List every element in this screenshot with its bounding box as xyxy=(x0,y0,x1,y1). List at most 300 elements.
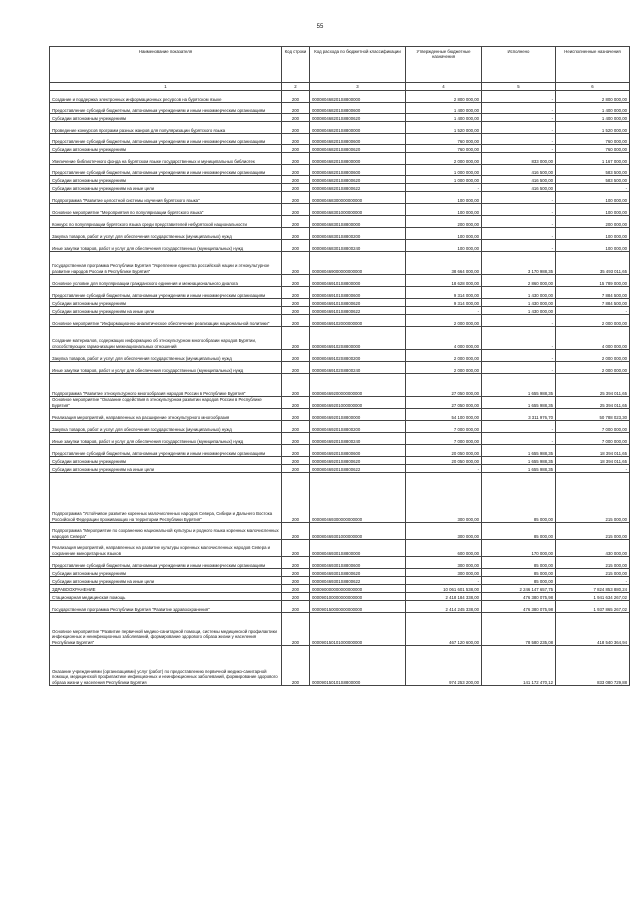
line-code: 200 xyxy=(282,421,310,433)
budget-code: 000080469301S8800600 xyxy=(310,557,406,569)
line-code: 200 xyxy=(282,327,310,350)
budget-code: 000080469101S8800620 xyxy=(310,299,406,307)
approved-amount: 1 000 000,00 xyxy=(406,165,482,176)
budget-code: 000080468201S8800000 xyxy=(310,153,406,165)
remaining-amount: - xyxy=(556,465,630,473)
approved-amount: 27 050 000,00 xyxy=(406,374,482,397)
line-code: 200 xyxy=(282,593,310,601)
executed-amount: - xyxy=(482,362,556,374)
indicator-name: Основное мероприятие "Оказание содействия в этнокультурном развитии народов России в Республике Бурятия" xyxy=(50,397,282,409)
remaining-amount: 418 540 364,94 xyxy=(556,613,630,646)
table-row xyxy=(50,103,630,114)
approved-amount: 2 000 000,00 xyxy=(406,315,482,327)
executed-amount: 476 380 075,98 xyxy=(482,593,556,601)
line-code: 200 xyxy=(282,103,310,114)
table-row xyxy=(50,315,630,327)
table-row xyxy=(50,473,630,523)
approved-amount: 18 628 000,00 xyxy=(406,275,482,287)
approved-amount: 1 400 000,00 xyxy=(406,114,482,122)
remaining-amount: 100 000,00 xyxy=(556,240,630,252)
line-code: 200 xyxy=(282,184,310,192)
table-row xyxy=(50,577,630,585)
approved-amount: 2 000 000,00 xyxy=(406,153,482,165)
line-code: 200 xyxy=(282,122,310,134)
indicator-name: Иные закупки товаров, работ и услуг для обеспечения государственных (муниципальных) нужд xyxy=(50,433,282,445)
executed-amount: 78 580 235,08 xyxy=(482,613,556,646)
budget-code: 000080469301S8800622 xyxy=(310,577,406,585)
approved-amount: 300 000,00 xyxy=(406,473,482,523)
executed-amount: 416 500,00 xyxy=(482,165,556,176)
executed-amount: - xyxy=(482,240,556,252)
approved-amount: 2 800 000,00 xyxy=(406,91,482,103)
line-code: 200 xyxy=(282,457,310,465)
indicator-name: Подпрограмма "Мероприятие по сохранению национальной культуры и родного языка коренных малочисленных народов Севера" xyxy=(50,523,282,540)
indicator-name: Предоставление субсидий бюджетным, автономным учреждениям и иным некоммерческим организациям xyxy=(50,103,282,114)
indicator-name: Подпрограмма "Устойчивое развитие коренных малочисленных народов Севера, Сибири и Дальнего Востока Российской Федерации проживающих на территории Республики Бурятия" xyxy=(50,473,282,523)
line-code: 200 xyxy=(282,465,310,473)
approved-amount: 38 664 000,00 xyxy=(406,252,482,275)
executed-amount: - xyxy=(482,122,556,134)
budget-code: 000080468201S8800620 xyxy=(310,114,406,122)
table-row xyxy=(50,397,630,409)
table-row xyxy=(50,409,630,421)
indicator-name: Предоставление субсидий бюджетным, автономным учреждениям и иным некоммерческим организациям xyxy=(50,165,282,176)
approved-amount: 2 414 245 338,00 xyxy=(406,601,482,613)
line-code: 200 xyxy=(282,601,310,613)
indicator-name: Основное мероприятие "Информационно-аналитическое обеспечение реализации национальной политики" xyxy=(50,315,282,327)
line-code: 200 xyxy=(282,216,310,228)
table-row xyxy=(50,307,630,315)
column-number: 6 xyxy=(556,83,630,91)
remaining-amount: 215 000,00 xyxy=(556,557,630,569)
budget-code: 000080469201S8800620 xyxy=(310,457,406,465)
column-number: 4 xyxy=(406,83,482,91)
indicator-name: Закупка товаров, работ и услуг для обеспечения государственных (муниципальных) нужд xyxy=(50,421,282,433)
budget-code: 000080468201S8800600 xyxy=(310,134,406,145)
executed-amount: - xyxy=(482,216,556,228)
executed-amount: 416 500,00 xyxy=(482,176,556,184)
header-budget-code: Код расхода по бюджетной классификации xyxy=(310,47,406,83)
table-row xyxy=(50,362,630,374)
budget-code: 000080469300000000000 xyxy=(310,473,406,523)
budget-code: 000080469101S8800622 xyxy=(310,307,406,315)
remaining-amount: 583 500,00 xyxy=(556,165,630,176)
indicator-name: Иные закупки товаров, работ и услуг для обеспечения государственных (муниципальных) нужд xyxy=(50,362,282,374)
indicator-name: Конкурс по популяризации бурятского языка среди представителей небурятской национальности xyxy=(50,216,282,228)
indicator-name: Оказание учреждениями (организациями) услуг (работ) по предоставлению первичной медико-санитарной помощи, медицинской профилактике инфекционных и неинфекционных заболеваний, формирование здорового образа жизни у населения Республики Бурятия xyxy=(50,646,282,686)
budget-code: 000090150101S8800000 xyxy=(310,646,406,686)
indicator-name: Субсидии автономным учреждениям на иные цели xyxy=(50,307,282,315)
budget-code: 000080469201000000000 xyxy=(310,397,406,409)
executed-amount: 85 000,00 xyxy=(482,473,556,523)
remaining-amount: 50 788 023,30 xyxy=(556,409,630,421)
remaining-amount: 35 493 011,65 xyxy=(556,252,630,275)
indicator-name: Увеличение библиотечного фонда на бурятском языке государственных и муниципальных библиотек xyxy=(50,153,282,165)
table-row xyxy=(50,585,630,593)
approved-amount: 10 061 601 538,00 xyxy=(406,585,482,593)
line-code: 200 xyxy=(282,91,310,103)
remaining-amount: 833 080 729,88 xyxy=(556,646,630,686)
budget-code: 000080469102000000000 xyxy=(310,315,406,327)
executed-amount: 141 172 470,12 xyxy=(482,646,556,686)
indicator-name: Предоставление субсидий бюджетным, автономным учреждениям и иным некоммерческим организациям xyxy=(50,287,282,299)
approved-amount: 467 120 600,00 xyxy=(406,613,482,646)
indicator-name: Основное мероприятие "Развитие первичной медико-санитарной помощи, системы медицинской профилактики инфекционных и неинфекционных заболеваний, формирование здорового образа жизни у населения Республики Бурятия" xyxy=(50,613,282,646)
approved-amount: 20 050 000,00 xyxy=(406,445,482,457)
remaining-amount: 25 394 011,65 xyxy=(556,397,630,409)
remaining-amount: 760 000,00 xyxy=(556,134,630,145)
table-row xyxy=(50,327,630,350)
header-approved: Утвержденные бюджетные назначения xyxy=(406,47,482,83)
executed-amount: - xyxy=(482,228,556,240)
table-row xyxy=(50,91,630,103)
line-code: 200 xyxy=(282,374,310,397)
remaining-amount: 7 884 500,00 xyxy=(556,299,630,307)
executed-amount: 1 430 000,00 xyxy=(482,307,556,315)
remaining-amount: 7 000 000,00 xyxy=(556,433,630,445)
budget-code: 000080469201S8800600 xyxy=(310,445,406,457)
table-row xyxy=(50,122,630,134)
header-line-code: Код строки xyxy=(282,47,310,83)
remaining-amount: 100 000,00 xyxy=(556,204,630,216)
budget-code: 000080469201S8800622 xyxy=(310,465,406,473)
indicator-name: Закупка товаров, работ и услуг для обеспечения государственных (муниципальных) нужд xyxy=(50,350,282,362)
table-row xyxy=(50,228,630,240)
header-indicator-name: Наименование показателя xyxy=(50,47,282,83)
indicator-name: Подпрограмма "Развитие целостной системы изучения бурятского языка" xyxy=(50,192,282,204)
table-row xyxy=(50,374,630,397)
header-remaining: Неисполненные назначения xyxy=(556,47,630,83)
executed-amount: - xyxy=(482,421,556,433)
indicator-name: Предоставление субсидий бюджетным, автономным учреждениям и иным некоммерческим организациям xyxy=(50,445,282,457)
executed-amount: - xyxy=(482,192,556,204)
line-code: 200 xyxy=(282,114,310,122)
line-code: 200 xyxy=(282,577,310,585)
line-code: 200 xyxy=(282,134,310,145)
remaining-amount: 25 394 011,65 xyxy=(556,374,630,397)
executed-amount: - xyxy=(482,134,556,145)
budget-code: 000090100000000000000 xyxy=(310,593,406,601)
remaining-amount: 7 884 500,00 xyxy=(556,287,630,299)
executed-amount: - xyxy=(482,145,556,153)
line-code: 200 xyxy=(282,287,310,299)
column-number: 1 xyxy=(50,83,282,91)
indicator-name: Субсидии автономным учреждениям xyxy=(50,145,282,153)
indicator-name: Субсидии автономным учреждениям xyxy=(50,176,282,184)
approved-amount: 54 100 000,00 xyxy=(406,409,482,421)
budget-code: 000080468301000000000 xyxy=(310,204,406,216)
indicator-name: Закупка товаров, работ и услуг для обеспечения государственных (муниципальных) нужд xyxy=(50,228,282,240)
budget-code: 000080469000000000000 xyxy=(310,252,406,275)
line-code: 200 xyxy=(282,646,310,686)
budget-code: 000080469301S8800000 xyxy=(310,540,406,557)
line-code: 200 xyxy=(282,299,310,307)
line-code: 200 xyxy=(282,240,310,252)
line-code: 200 xyxy=(282,362,310,374)
approved-amount: 4 000 000,00 xyxy=(406,327,482,350)
executed-amount: 85 000,00 xyxy=(482,557,556,569)
indicator-name: Создание и поддержка электронных информационных ресурсов на бурятском языке xyxy=(50,91,282,103)
line-code: 200 xyxy=(282,445,310,457)
executed-amount: 85 000,00 xyxy=(482,577,556,585)
remaining-amount: 100 000,00 xyxy=(556,192,630,204)
budget-code: 000080468201S8800000 xyxy=(310,91,406,103)
indicator-name: Реализация мероприятий, направленных на развитие культуры коренных малочисленных народов Севера и сохранение миноритарных языков xyxy=(50,540,282,557)
executed-amount: 1 430 000,00 xyxy=(482,287,556,299)
approved-amount: 1 520 000,00 xyxy=(406,122,482,134)
line-code: 200 xyxy=(282,315,310,327)
remaining-amount: 18 394 011,65 xyxy=(556,445,630,457)
executed-amount: 1 430 000,00 xyxy=(482,299,556,307)
budget-code: 000080468301S8800200 xyxy=(310,228,406,240)
table-row xyxy=(50,421,630,433)
executed-amount: - xyxy=(482,350,556,362)
executed-amount: 833 000,00 xyxy=(482,153,556,165)
line-code: 200 xyxy=(282,176,310,184)
indicator-name: Государственная программа Республики Бурятия "Укрепление единства российской нации и этнокультурное развитие народов России в Республике Бурятия" xyxy=(50,252,282,275)
executed-amount: 1 655 988,35 xyxy=(482,457,556,465)
indicator-name: Создание материалов, содержащих информацию об этнокультурном многообразии народов Бурятии, способствующих гармонизации межнациональных отношений xyxy=(50,327,282,350)
approved-amount: 7 000 000,00 xyxy=(406,421,482,433)
line-code: 200 xyxy=(282,275,310,287)
remaining-amount: 2 000 000,00 xyxy=(556,362,630,374)
column-number: 3 xyxy=(310,83,406,91)
executed-amount: - xyxy=(482,204,556,216)
approved-amount: - xyxy=(406,465,482,473)
approved-amount: 27 050 000,00 xyxy=(406,397,482,409)
executed-amount: 3 170 988,35 xyxy=(482,252,556,275)
approved-amount: 2 000 000,00 xyxy=(406,362,482,374)
remaining-amount: 15 789 000,00 xyxy=(556,275,630,287)
approved-amount: - xyxy=(406,577,482,585)
table-row xyxy=(50,252,630,275)
executed-amount: - xyxy=(482,433,556,445)
remaining-amount: - xyxy=(556,307,630,315)
table-row xyxy=(50,153,630,165)
line-code: 200 xyxy=(282,307,310,315)
remaining-amount: 583 500,00 xyxy=(556,176,630,184)
executed-amount: 1 655 988,35 xyxy=(482,374,556,397)
indicator-name: Предоставление субсидий бюджетным, автономным учреждениям и иным некоммерческим организациям xyxy=(50,557,282,569)
approved-amount: 9 314 000,00 xyxy=(406,287,482,299)
table-row xyxy=(50,557,630,569)
executed-amount: - xyxy=(482,103,556,114)
budget-code: 000080468300000000000 xyxy=(310,192,406,204)
executed-amount: 85 000,00 xyxy=(482,569,556,577)
executed-amount: 85 000,00 xyxy=(482,523,556,540)
table-row xyxy=(50,134,630,145)
budget-code: 000080469102S8800000 xyxy=(310,327,406,350)
approved-amount: 7 000 000,00 xyxy=(406,433,482,445)
table-row xyxy=(50,165,630,176)
indicator-name: Иные закупки товаров, работ и услуг для обеспечения государственных (муниципальных) нужд xyxy=(50,240,282,252)
remaining-amount: 1 400 000,00 xyxy=(556,103,630,114)
remaining-amount: 100 000,00 xyxy=(556,228,630,240)
indicator-name: Субсидии автономным учреждениям xyxy=(50,114,282,122)
budget-code: 000080468201S8800620 xyxy=(310,145,406,153)
line-code: 200 xyxy=(282,523,310,540)
table-row xyxy=(50,523,630,540)
table-row xyxy=(50,569,630,577)
table-row xyxy=(50,114,630,122)
table-row xyxy=(50,192,630,204)
line-code: 200 xyxy=(282,252,310,275)
remaining-amount: 7 824 853 880,24 xyxy=(556,585,630,593)
budget-code: 000080469301S8800620 xyxy=(310,569,406,577)
approved-amount: 100 000,00 xyxy=(406,204,482,216)
approved-amount: 20 050 000,00 xyxy=(406,457,482,465)
column-number-row xyxy=(50,83,630,91)
indicator-name: Предоставление субсидий бюджетным, автономным учреждениям и иным некоммерческим организациям xyxy=(50,134,282,145)
approved-amount: 300 000,00 xyxy=(406,569,482,577)
budget-code: 000080468201S8800620 xyxy=(310,176,406,184)
approved-amount: - xyxy=(406,307,482,315)
line-code: 200 xyxy=(282,433,310,445)
table-row xyxy=(50,275,630,287)
approved-amount: 100 000,00 xyxy=(406,240,482,252)
table-row xyxy=(50,145,630,153)
budget-code: 000080469201S8800200 xyxy=(310,421,406,433)
approved-amount: 760 000,00 xyxy=(406,145,482,153)
remaining-amount: 1 167 000,00 xyxy=(556,153,630,165)
line-code: 200 xyxy=(282,557,310,569)
executed-amount: 2 246 147 657,75 xyxy=(482,585,556,593)
indicator-name: Стационарная медицинская помощь xyxy=(50,593,282,601)
line-code: 200 xyxy=(282,228,310,240)
budget-code: 000080469102S8800240 xyxy=(310,362,406,374)
table-row xyxy=(50,433,630,445)
executed-amount: - xyxy=(482,327,556,350)
line-code: 200 xyxy=(282,397,310,409)
table-row xyxy=(50,204,630,216)
budget-code: 000090150101000000000 xyxy=(310,613,406,646)
executed-amount: 1 655 988,35 xyxy=(482,445,556,457)
table-row xyxy=(50,287,630,299)
line-code: 200 xyxy=(282,350,310,362)
budget-code: 000090000000000000000 xyxy=(310,585,406,593)
table-row xyxy=(50,646,630,686)
indicator-name: Основное мероприятие "Мероприятия по популяризации бурятского языка" xyxy=(50,204,282,216)
indicator-name: Субсидии автономным учреждениям на иные цели xyxy=(50,577,282,585)
executed-amount: 416 500,00 xyxy=(482,184,556,192)
table-row xyxy=(50,465,630,473)
approved-amount: 300 000,00 xyxy=(406,523,482,540)
approved-amount: 1 400 000,00 xyxy=(406,103,482,114)
table-row xyxy=(50,601,630,613)
approved-amount: 2 418 184 338,00 xyxy=(406,593,482,601)
column-number: 5 xyxy=(482,83,556,91)
table-row xyxy=(50,613,630,646)
approved-amount: 100 000,00 xyxy=(406,192,482,204)
indicator-name: Реализация мероприятий, направленных на расширение этнокультурного многообразия xyxy=(50,409,282,421)
approved-amount: 9 314 000,00 xyxy=(406,299,482,307)
indicator-name: ЗДРАВООХРАНЕНИЕ xyxy=(50,585,282,593)
approved-amount: 974 253 200,00 xyxy=(406,646,482,686)
remaining-amount: 18 394 011,65 xyxy=(556,457,630,465)
line-code: 200 xyxy=(282,473,310,523)
table-header-row xyxy=(50,47,630,83)
remaining-amount: 1 937 865 267,02 xyxy=(556,601,630,613)
indicator-name: Субсидии автономным учреждениям xyxy=(50,569,282,577)
remaining-amount: - xyxy=(556,184,630,192)
line-code: 200 xyxy=(282,409,310,421)
budget-code: 000080468201S8800600 xyxy=(310,103,406,114)
line-code: 200 xyxy=(282,540,310,557)
table-row xyxy=(50,216,630,228)
indicator-name: Субсидии автономным учреждениям на иные цели xyxy=(50,184,282,192)
approved-amount: - xyxy=(406,184,482,192)
remaining-amount: 215 000,00 xyxy=(556,569,630,577)
indicator-name: Основное условие для популяризации гражданского единения и межнационального диалога xyxy=(50,275,282,287)
remaining-amount: 1 941 634 267,02 xyxy=(556,593,630,601)
budget-code: 000080468201S8800000 xyxy=(310,122,406,134)
executed-amount: 3 311 976,70 xyxy=(482,409,556,421)
approved-amount: 1 000 000,00 xyxy=(406,176,482,184)
table-row xyxy=(50,540,630,557)
approved-amount: 600 000,00 xyxy=(406,540,482,557)
indicator-name: Субсидии автономным учреждениям на иные цели xyxy=(50,465,282,473)
remaining-amount: 2 000 000,00 xyxy=(556,315,630,327)
remaining-amount: 1 520 000,00 xyxy=(556,122,630,134)
remaining-amount: 2 000 000,00 xyxy=(556,350,630,362)
table-row xyxy=(50,445,630,457)
line-code: 200 xyxy=(282,569,310,577)
budget-code: 000080468301S8800240 xyxy=(310,240,406,252)
approved-amount: 200 000,00 xyxy=(406,216,482,228)
approved-amount: 100 000,00 xyxy=(406,228,482,240)
budget-code: 000090150000000000000 xyxy=(310,601,406,613)
line-code: 200 xyxy=(282,204,310,216)
remaining-amount: 2 800 000,00 xyxy=(556,91,630,103)
page-number: 55 xyxy=(316,24,324,30)
budget-code: 000080468301S8800000 xyxy=(310,216,406,228)
approved-amount: 2 000 000,00 xyxy=(406,350,482,362)
column-number: 2 xyxy=(282,83,310,91)
table-row xyxy=(50,457,630,465)
executed-amount: - xyxy=(482,91,556,103)
remaining-amount: 215 000,00 xyxy=(556,523,630,540)
executed-amount: - xyxy=(482,315,556,327)
executed-amount: - xyxy=(482,114,556,122)
budget-code: 000080468201S8800622 xyxy=(310,184,406,192)
remaining-amount: 7 000 000,00 xyxy=(556,421,630,433)
line-code: 200 xyxy=(282,192,310,204)
indicator-name: Субсидии автономным учреждениям xyxy=(50,457,282,465)
budget-code: 000080469201S8800240 xyxy=(310,433,406,445)
budget-code: 000080469201S8800000 xyxy=(310,409,406,421)
table-row xyxy=(50,176,630,184)
line-code: 200 xyxy=(282,153,310,165)
approved-amount: 760 000,00 xyxy=(406,134,482,145)
indicator-name: Государственная программа Республики Бурятия "Развитие здравоохранения" xyxy=(50,601,282,613)
remaining-amount: - xyxy=(556,577,630,585)
indicator-name: Субсидии автономным учреждениям xyxy=(50,299,282,307)
budget-code: 000080469200000000000 xyxy=(310,374,406,397)
line-code: 200 xyxy=(282,165,310,176)
indicator-name: Подпрограмма "Развитие этнокультурного многообразия народов России в Республике Бурятия" xyxy=(50,374,282,397)
remaining-amount: 430 000,00 xyxy=(556,540,630,557)
remaining-amount: 200 000,00 xyxy=(556,216,630,228)
table-row xyxy=(50,299,630,307)
budget-code: 000080469102S8800200 xyxy=(310,350,406,362)
executed-amount: 2 860 000,00 xyxy=(482,275,556,287)
indicator-name: Проведение конкурсов программ разных жанров для популяризации бурятского языка xyxy=(50,122,282,134)
executed-amount: 1 655 988,35 xyxy=(482,397,556,409)
remaining-amount: 760 000,00 xyxy=(556,145,630,153)
line-code: 200 xyxy=(282,145,310,153)
table-row xyxy=(50,240,630,252)
budget-code: 000080469301000000000 xyxy=(310,523,406,540)
